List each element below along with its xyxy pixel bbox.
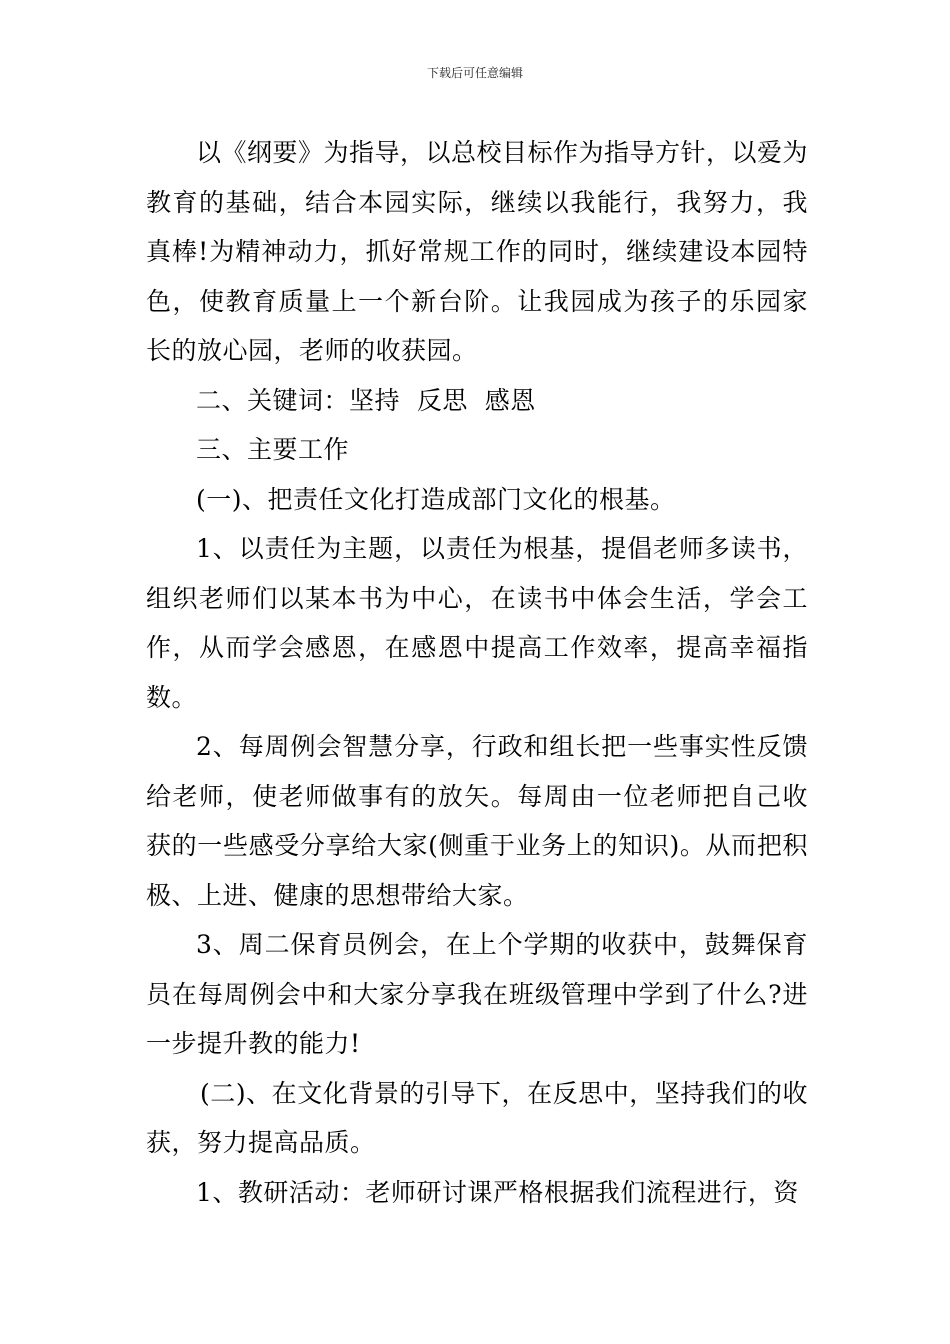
subsection-heading-2: (二)、在文化背景的引导下，在反思中，坚持我们的收获，努力提高品质。 — [146, 1078, 808, 1157]
paragraph-item-2: 2、每周例会智慧分享，行政和组长把一些事实性反馈给老师，使老师做事有的放矢。每周由一位老师把自己收获的一些感受分享给大家(侧重于业务上的知识)。从而把积极、上进、健康的思想带给大家。 — [146, 732, 808, 910]
paragraph-guideline: 以《纲要》为指导，以总校目标作为指导方针，以爱为教育的基础，结合本园实际，继续以我能行，我努力，我真棒!为精神动力，抓好常规工作的同时，继续建设本园特色，使教育质量上一个新台阶。让我园成为孩子的乐园家长的放心园，老师的收获园。 — [146, 138, 809, 365]
paragraph-keywords: 二、关键词：坚持 反思 感恩 — [196, 385, 536, 415]
header-note: 下载后可任意编辑 — [426, 66, 523, 80]
subsection-heading-1: (一)、把责任文化打造成部门文化的根基。 — [196, 484, 676, 514]
paragraph-item-3: 3、周二保育员例会，在上个学期的收获中，鼓舞保育员在每周例会中和大家分享我在班级管理中学到了什么?进一步提升教的能力! — [146, 930, 808, 1058]
document-body — [146, 128, 808, 1217]
paragraph-item-1: 1、以责任为主题，以责任为根基，提倡老师多读书，组织老师们以某本书为中心，在读书中体会生活，学会工作，从而学会感恩，在感恩中提高工作效率，提高幸福指数。 — [146, 534, 808, 712]
section-heading-main-work: 三、主要工作 — [196, 435, 350, 464]
paragraph-research-activity: 1、教研活动：老师研讨课严格根据我们流程进行，资 — [196, 1177, 799, 1207]
